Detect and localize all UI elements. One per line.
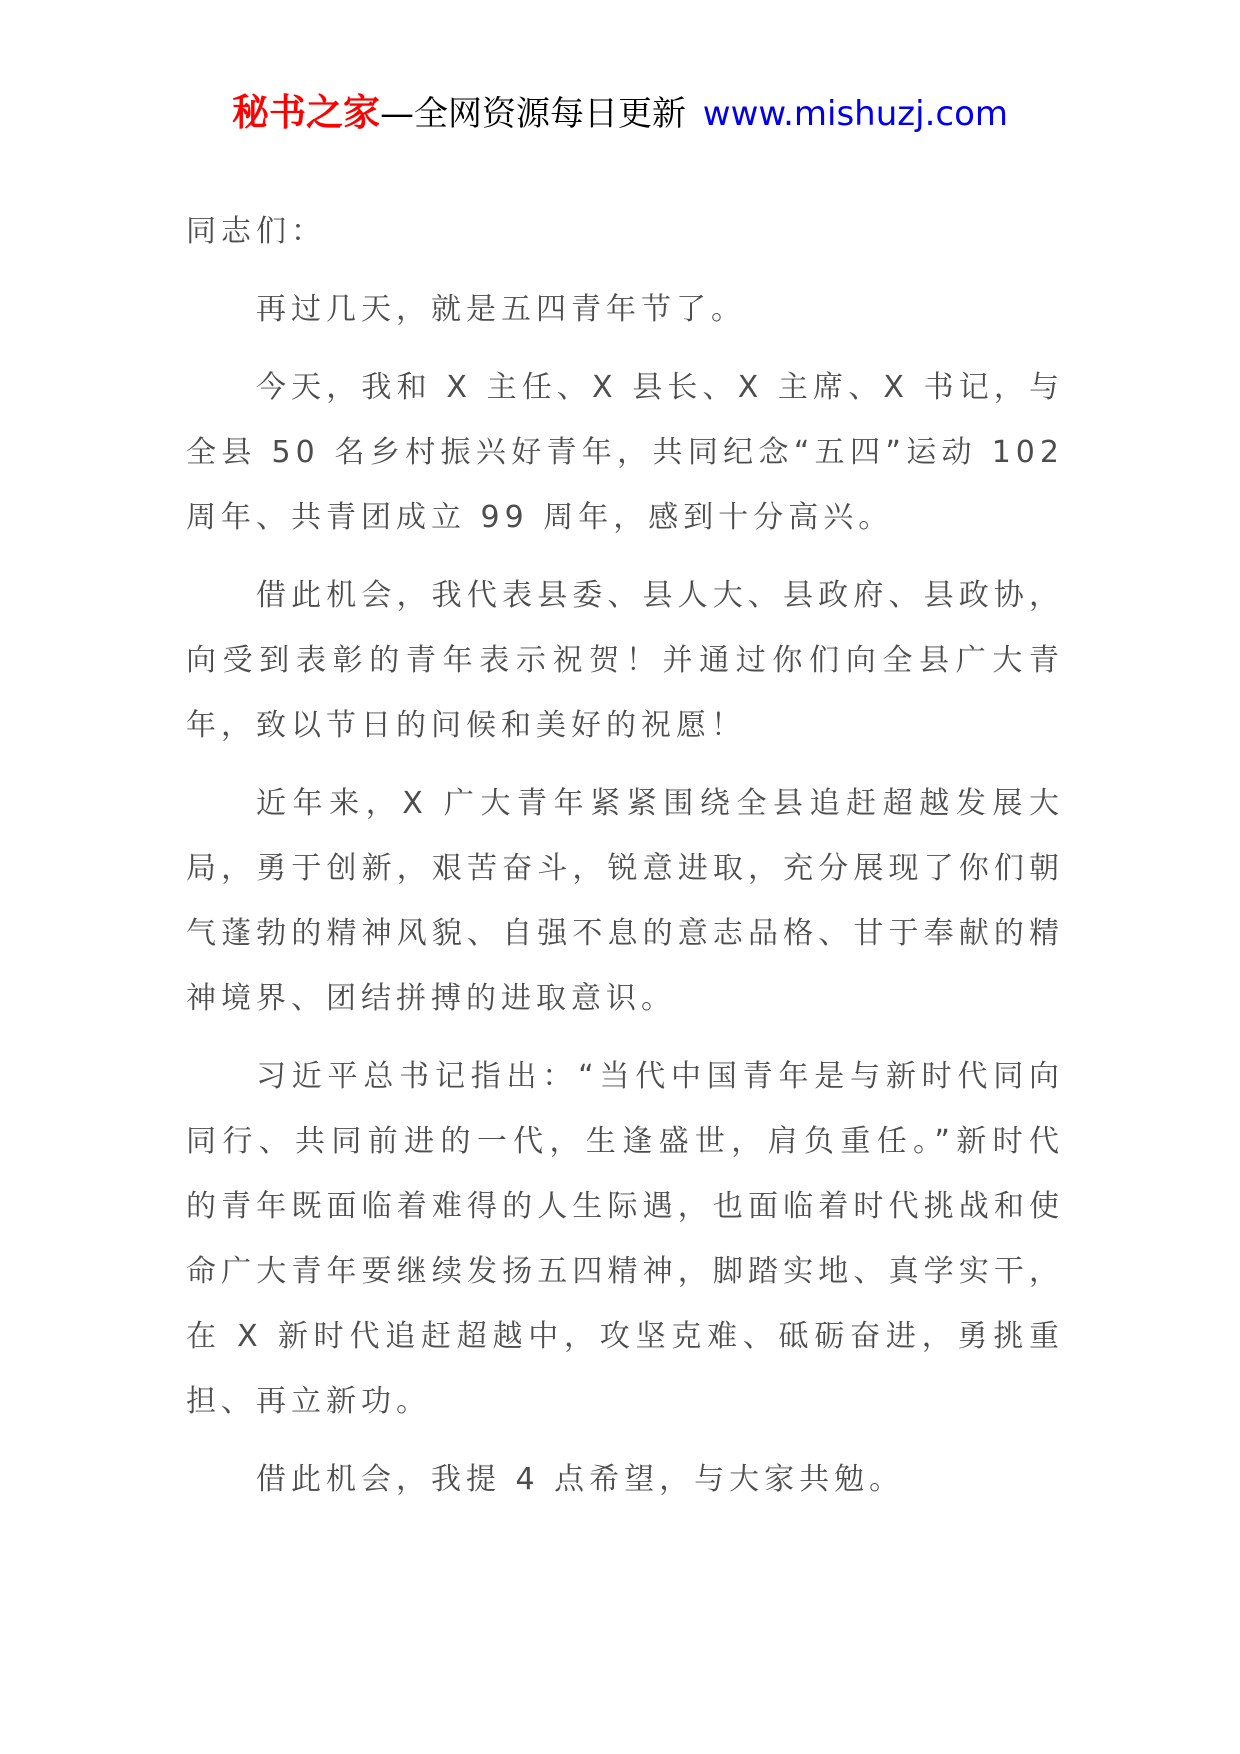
paragraph: 习近平总书记指出：“当代中国青年是与新时代同向同行、共同前进的一代，生逢盛世，肩负重任。”新时代的青年既面临着难得的人生际遇，也面临着时代挑战和使命广大青年要继续发扬五四精神，脚踏实地、真学实干，在 X 新时代追赶超越中，攻坚克难、砥砺奋进，勇挑重担、再立新功。: [186, 1059, 1064, 1419]
paragraph: 同志们：: [186, 214, 326, 249]
paragraph: 今天，我和 X 主任、X 县长、X 主席、X 书记，与全县 50 名乡村振兴好青年，共同纪念“五四”运动 102 周年、共青团成立 99 周年，感到十分高兴。: [186, 370, 1064, 535]
paragraph: 借此机会，我代表县委、县人大、县政府、县政协，向受到表彰的青年表示祝贺！并通过你们向全县广大青年，致以节日的问候和美好的祝愿！: [186, 578, 1064, 743]
paragraph: 近年来，X 广大青年紧紧围绕全县追赶超越发展大局，勇于创新，艰苦奋斗，锐意进取，充分展现了你们朝气蓬勃的精神风貌、自强不息的意志品格、甘于奉献的精神境界、团结拼搏的进取意识。: [186, 786, 1064, 1016]
paragraph: 再过几天，就是五四青年节了。: [256, 292, 746, 327]
site-tagline: —全网资源每日更新: [379, 94, 697, 134]
site-url-link[interactable]: www.mishuzj.com: [702, 94, 1008, 134]
paragraph: 借此机会，我提 4 点希望，与大家共勉。: [256, 1462, 905, 1497]
document-body: [186, 199, 1064, 1512]
site-brand: 秘书之家: [231, 91, 380, 134]
site-header: [0, 0, 1240, 143]
